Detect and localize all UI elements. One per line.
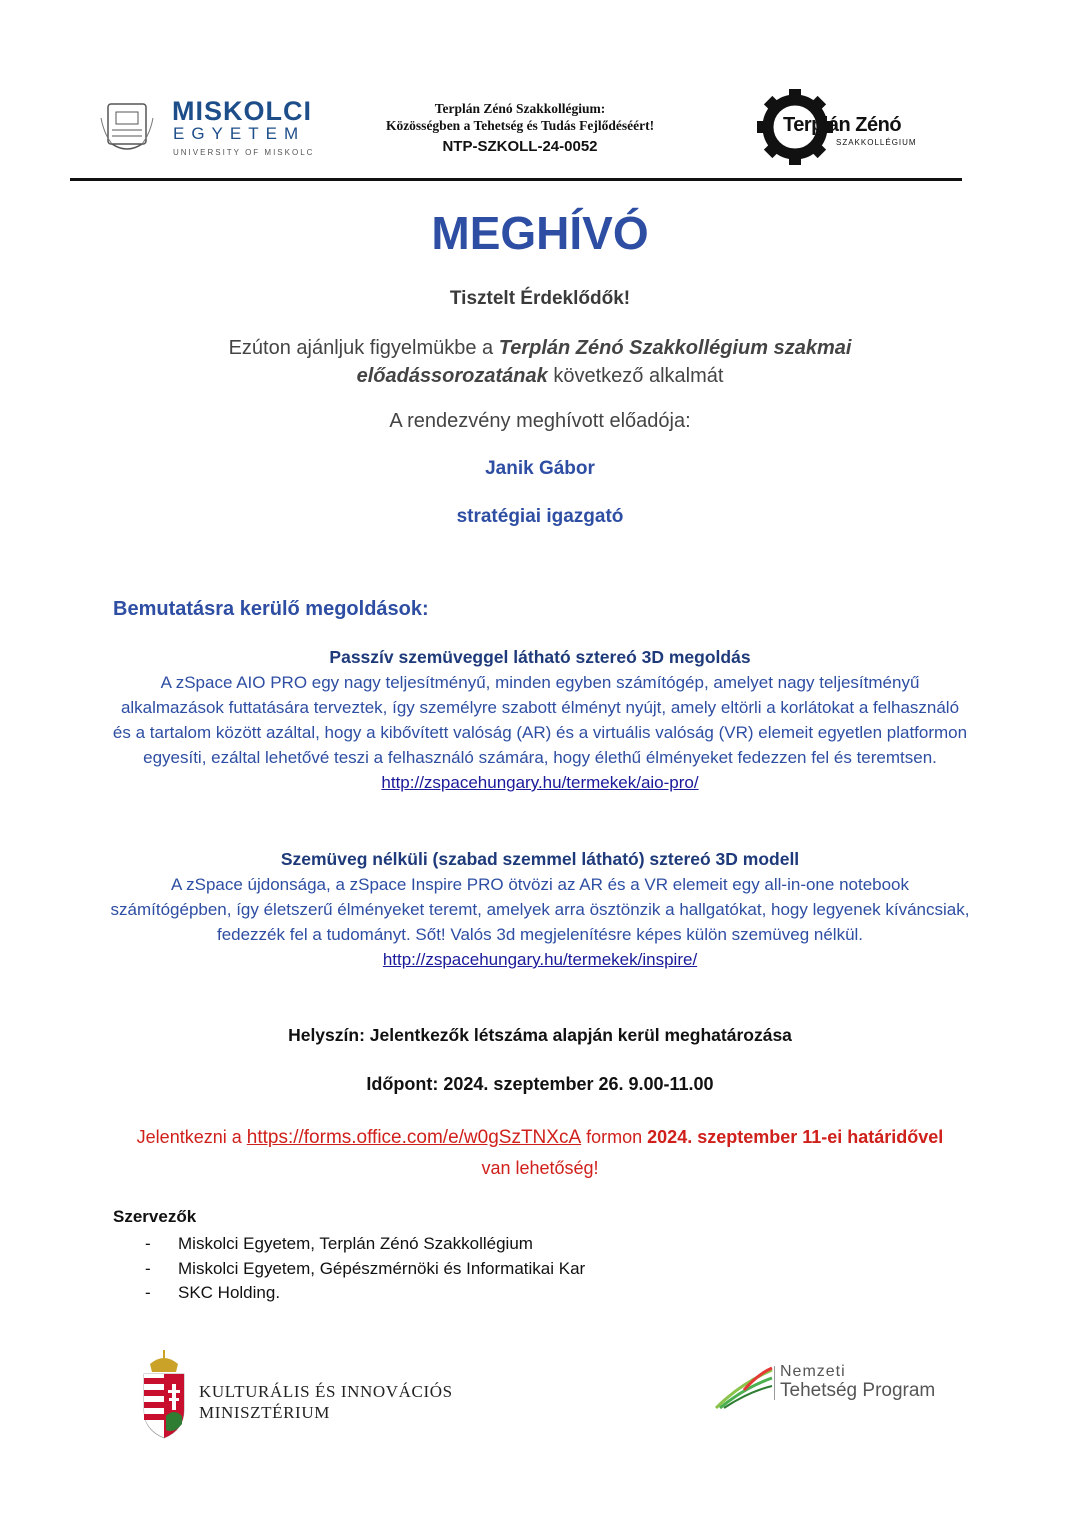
ministry-name-line-1: KULTURÁLIS ÉS INNOVÁCIÓS — [199, 1382, 453, 1401]
organizer-name: Miskolci Egyetem, Gépészmérnöki és Informatikai Kar — [178, 1258, 586, 1278]
university-logo-name: MISKOLCI — [172, 96, 312, 126]
organizer-name: SKC Holding. — [178, 1283, 281, 1302]
solution-link[interactable]: http://zspacehungary.hu/termekek/aio-pro/ — [381, 773, 699, 792]
registration-after: van lehetőség! — [481, 1158, 599, 1178]
solution-description: A zSpace újdonsága, a zSpace Inspire PRO ötvözi az AR és a VR elemeit egy all-in-one notebook számítógépben, így életszerű élményeket teremt, amelyek arra ösztönzik a hallgatókat, hogy legyenek kíváncsiak, fedezzék fel a tudományt. Sőt! Valós 3d megjelenítésre képes külön szemüveg nélkül. — [110, 875, 970, 944]
solution-title: Passzív szemüveggel látható sztereó 3D megoldás — [329, 647, 751, 667]
university-crest-icon — [98, 98, 156, 156]
tz-logo-sub: SZAKKOLLÉGIUM — [836, 138, 917, 147]
event-time: Időpont: 2024. szeptember 26. 9.00-11.00 — [366, 1074, 714, 1094]
ministry-name-line-2: MINISZTÉRIUM — [199, 1403, 330, 1422]
ntp-divider — [774, 1366, 775, 1400]
university-logo-sub: EGYETEM — [173, 124, 306, 143]
organizer-name: Miskolci Egyetem, Terplán Zénó Szakkollégium — [178, 1234, 533, 1253]
solution-block — [110, 846, 970, 972]
speaker-role: stratégiai igazgató — [456, 506, 624, 527]
tz-logo-name: Terplán Zénó — [783, 114, 902, 136]
solutions-heading: Bemutatásra kerülő megoldások: — [113, 598, 429, 620]
registration-deadline: 2024. szeptember 11-ei határidővel — [647, 1127, 944, 1147]
solution-link[interactable]: http://zspacehungary.hu/termekek/inspire/ — [382, 950, 698, 969]
project-code: NTP-SZKOLL-24-0052 — [442, 138, 598, 155]
organizers-list — [145, 1232, 585, 1306]
greeting: Tisztelt Érdeklődők! — [449, 288, 631, 309]
hungarian-coat-of-arms-icon — [140, 1350, 188, 1440]
solution-description: A zSpace AIO PRO egy nagy teljesítményű, minden egyben számítógép, amelyet nagy teljesítményű alkalmazások futtatására terveztek, így személyre szabott élményt nyújt, amely eltörli a korlátokat a felhasználó és a tartalom között azáltal, hogy a kibővített valóság (AR) és a virtuális valóság (VR) elemeit egyetlen platformon egyesíti, ezáltal lehetővé teszi a felhasználó számára, hogy élethű élményeket fedezzen fel és teremtsen. — [112, 673, 968, 767]
invited-speaker-label: A rendezvény meghívott előadója: — [389, 410, 691, 432]
ntp-name-line-1: Nemzeti — [780, 1363, 846, 1380]
header-center-text — [330, 100, 710, 134]
ntp-name-line-2: Tehetség Program — [780, 1380, 936, 1401]
list-item: - Miskolci Egyetem, Terplán Zénó Szakkollégium — [145, 1234, 533, 1253]
header-line-1: Terplán Zénó Szakkollégium: — [434, 101, 606, 116]
intro-paragraph — [180, 334, 900, 390]
solution-block — [110, 644, 970, 795]
header-divider — [70, 178, 962, 181]
university-logo-english: UNIVERSITY OF MISKOLC — [173, 148, 315, 157]
ntp-swoosh-icon — [714, 1364, 776, 1412]
speaker-name: Janik Gábor — [485, 458, 595, 479]
event-location: Helyszín: Jelentkezők létszáma alapján kerül meghatározása — [288, 1025, 792, 1045]
registration-text — [120, 1122, 960, 1183]
page-title: MEGHÍVÓ — [431, 207, 649, 259]
intro-highlight: Terplán Zénó Szakkollégium szakmai előadássorozatának — [356, 337, 852, 387]
header-line-2: Közösségben a Tehetség és Tudás Fejlődéséért! — [385, 118, 655, 133]
intro-after: következő alkalmát — [547, 365, 724, 387]
list-item: - Miskolci Egyetem, Gépészmérnöki és Informatikai Kar — [145, 1258, 586, 1278]
registration-before: Jelentkezni a — [136, 1127, 247, 1147]
registration-middle: formon — [581, 1127, 648, 1147]
list-item: - SKC Holding. — [145, 1283, 281, 1302]
intro-before: Ezúton ajánljuk figyelmükbe a — [228, 337, 499, 359]
organizers-heading: Szervezők — [113, 1207, 197, 1226]
solution-title: Szemüveg nélküli (szabad szemmel látható) sztereó 3D modell — [280, 849, 800, 869]
registration-link[interactable]: https://forms.office.com/e/w0gSzTNXcA — [246, 1127, 582, 1148]
